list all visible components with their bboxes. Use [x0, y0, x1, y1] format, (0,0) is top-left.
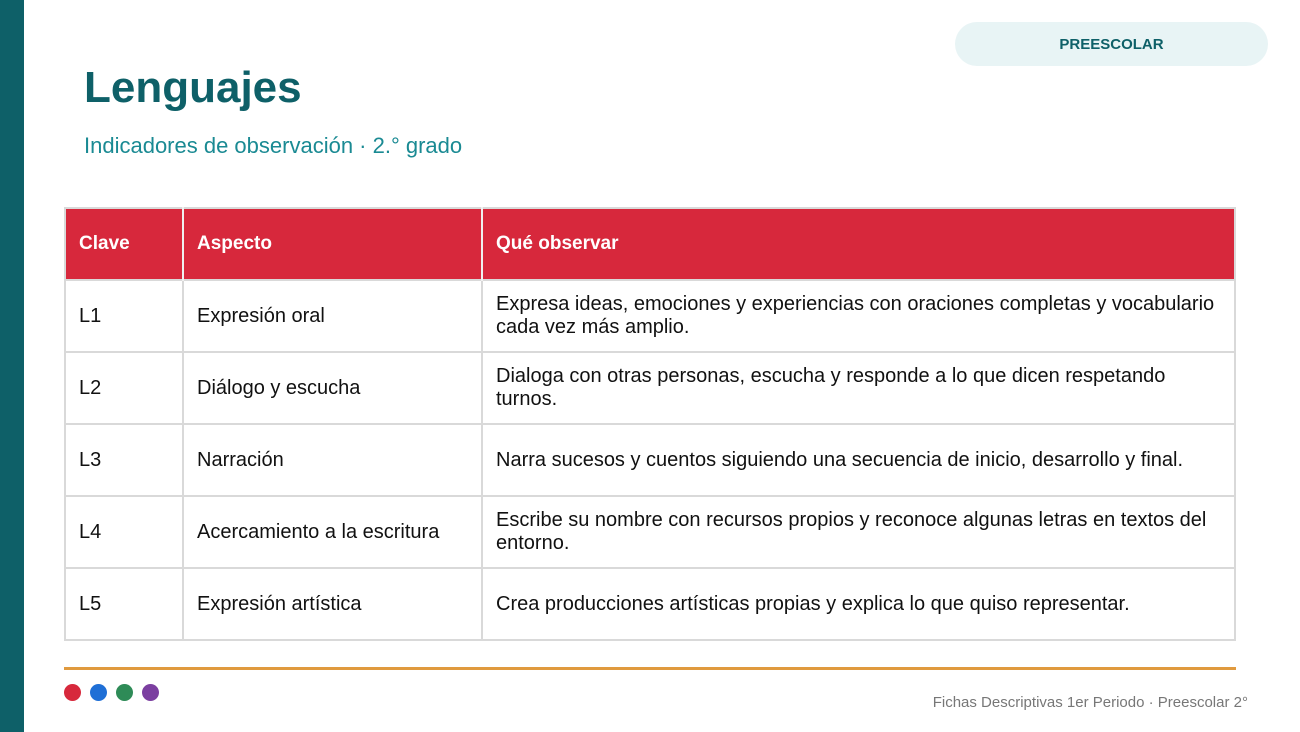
green-dot — [116, 684, 133, 701]
cell-aspecto: Expresión artística — [183, 568, 482, 640]
cell-que-observar: Dialoga con otras personas, escucha y responde a lo que dicen respetando turnos. — [482, 352, 1235, 424]
red-dot — [64, 684, 81, 701]
purple-dot — [142, 684, 159, 701]
cell-clave: L2 — [65, 352, 183, 424]
indicators-table — [64, 207, 1236, 641]
level-badge: PREESCOLAR — [955, 22, 1268, 66]
cell-clave: L4 — [65, 496, 183, 568]
header-clave: Clave — [65, 208, 183, 280]
table-row — [65, 352, 1235, 424]
cell-clave: L1 — [65, 280, 183, 352]
cell-que-observar: Narra sucesos y cuentos siguiendo una secuencia de inicio, desarrollo y final. — [482, 424, 1235, 496]
footer-divider — [64, 667, 1236, 670]
page-title: Lenguajes — [84, 63, 302, 112]
table-row — [65, 568, 1235, 640]
page-subtitle: Indicadores de observación · 2.° grado — [84, 133, 463, 158]
cell-clave: L5 — [65, 568, 183, 640]
footer-text: Fichas Descriptivas 1er Periodo · Preescolar 2° — [932, 694, 1248, 711]
blue-dot — [90, 684, 107, 701]
cell-aspecto: Diálogo y escucha — [183, 352, 482, 424]
cell-clave: L3 — [65, 424, 183, 496]
table-row — [65, 496, 1235, 568]
table-header-row — [65, 208, 1235, 280]
side-accent-bar — [0, 0, 24, 732]
header-aspecto: Aspecto — [183, 208, 482, 280]
table-row — [65, 424, 1235, 496]
cell-que-observar: Crea producciones artísticas propias y explica lo que quiso representar. — [482, 568, 1235, 640]
cell-que-observar: Expresa ideas, emociones y experiencias con oraciones completas y vocabulario cada vez más amplio. — [482, 280, 1235, 352]
cell-que-observar: Escribe su nombre con recursos propios y reconoce algunas letras en textos del entorno. — [482, 496, 1235, 568]
table-row — [65, 280, 1235, 352]
indicators-table-container — [64, 207, 1236, 641]
color-dots — [64, 684, 159, 701]
cell-aspecto: Narración — [183, 424, 482, 496]
header-que-observar: Qué observar — [482, 208, 1235, 280]
cell-aspecto: Expresión oral — [183, 280, 482, 352]
cell-aspecto: Acercamiento a la escritura — [183, 496, 482, 568]
